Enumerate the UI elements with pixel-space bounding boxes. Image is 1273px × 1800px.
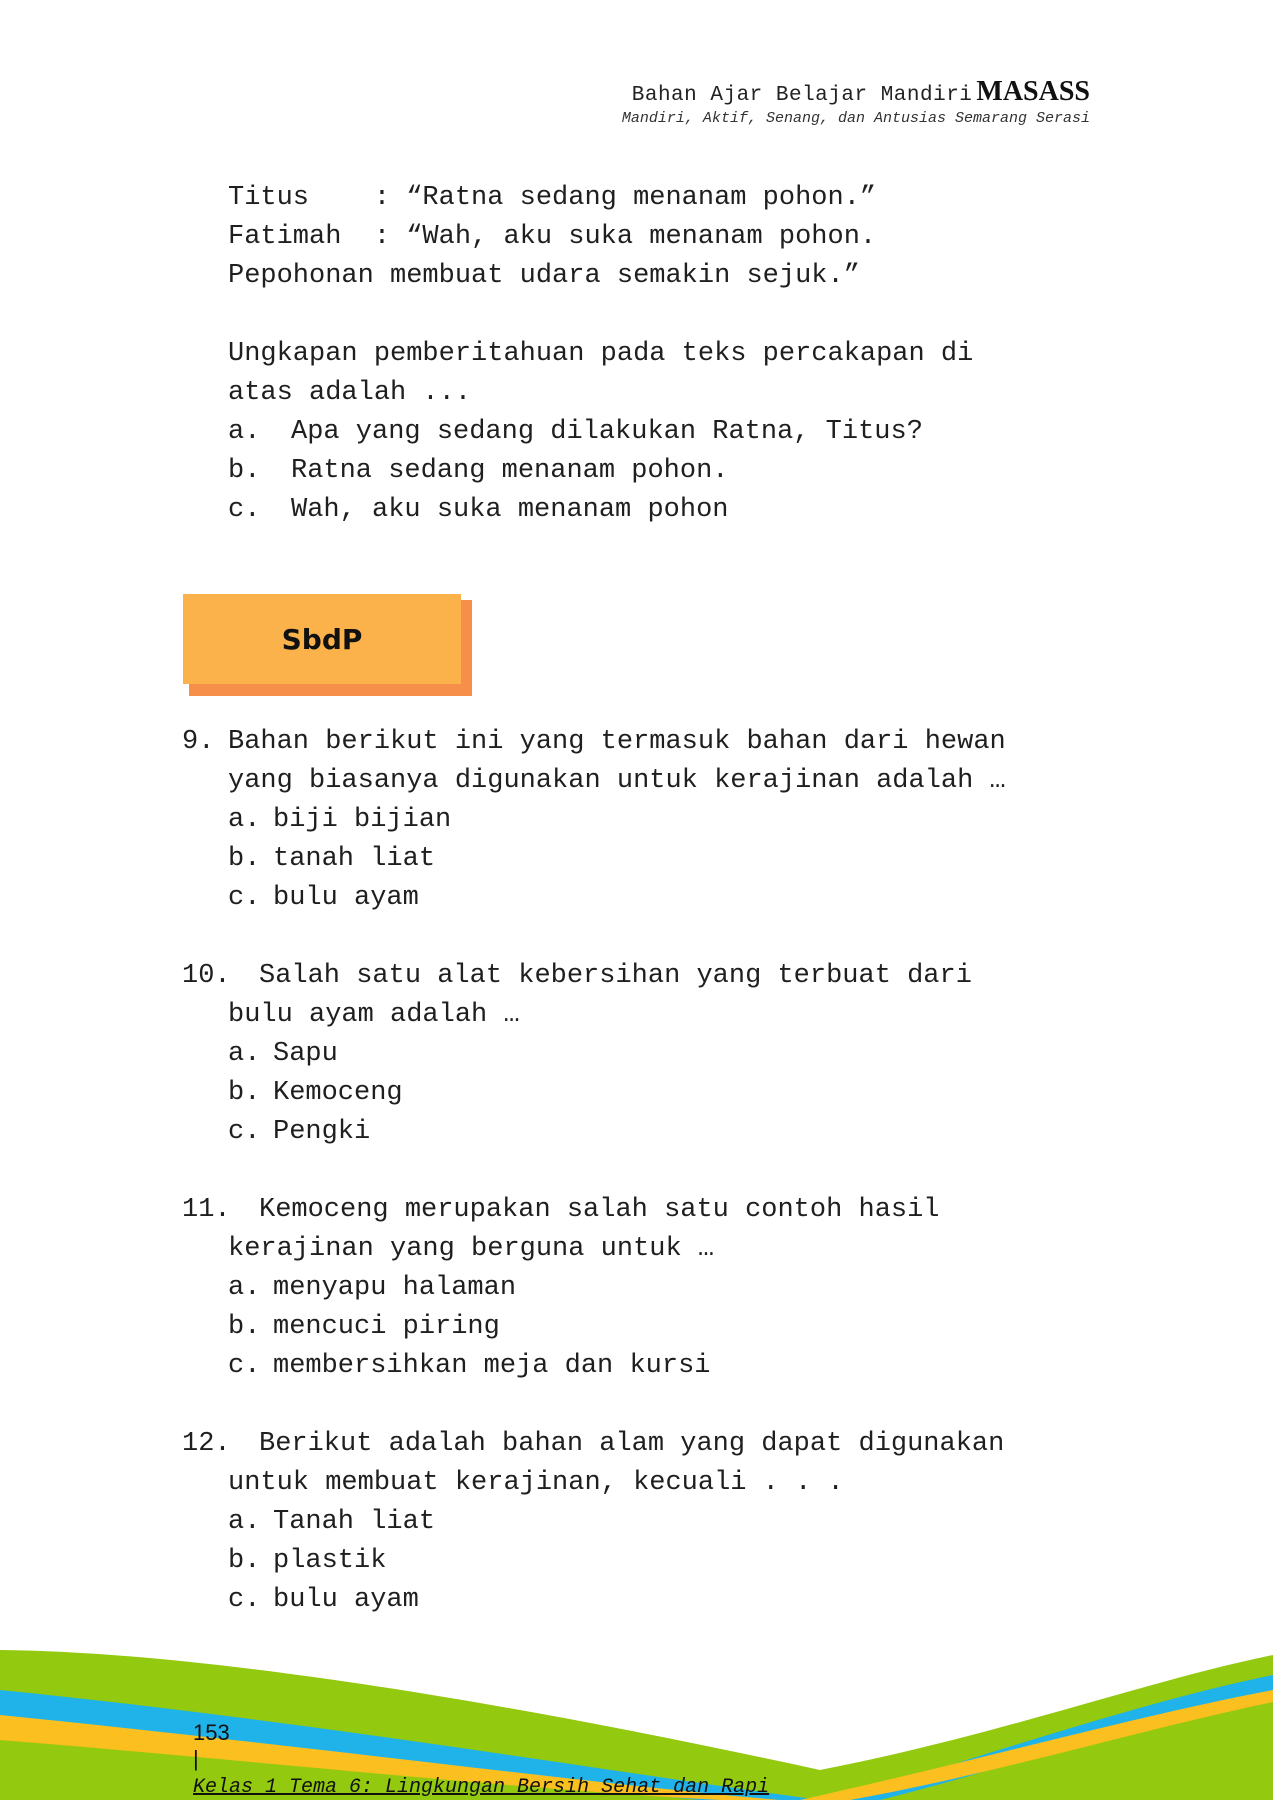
- question-stem-line: yang biasanya digunakan untuk kerajinan adalah …: [228, 766, 1006, 796]
- question-stem-line: Bahan berikut ini yang termasuk bahan dari hewan: [228, 727, 1006, 757]
- page-number: 153: [193, 1720, 230, 1745]
- question-stem-line: kerajinan yang berguna untuk …: [228, 1234, 715, 1264]
- question-number: 11.: [182, 1195, 231, 1225]
- question-stem-line: Kemoceng merupakan salah satu contoh hasil: [259, 1195, 940, 1225]
- option-text: Ratna sedang menanam pohon.: [291, 456, 729, 486]
- option-text: Apa yang sedang dilakukan Ratna, Titus?: [291, 417, 923, 447]
- option-letter: a.: [228, 1273, 261, 1303]
- option-letter: b.: [228, 1078, 261, 1108]
- option-text: biji bijian: [273, 805, 452, 835]
- option-text: bulu ayam: [273, 1585, 419, 1615]
- option-letter: c.: [228, 1117, 261, 1147]
- option-text: Pengki: [273, 1117, 371, 1147]
- option-text: menyapu halaman: [273, 1273, 517, 1303]
- dialog-line-titus: Titus : “Ratna sedang menanam pohon.”: [228, 183, 877, 213]
- option-text: Wah, aku suka menanam pohon: [291, 495, 729, 525]
- dialog-line-continuation: Pepohonan membuat udara semakin sejuk.”: [228, 261, 860, 291]
- option-letter: c.: [228, 883, 261, 913]
- option-letter: b.: [228, 1546, 261, 1576]
- option-letter: b.: [228, 456, 261, 486]
- header-title-line: [622, 76, 1090, 108]
- option-letter: c.: [228, 1351, 261, 1381]
- question-stem-line: Berikut adalah bahan alam yang dapat digunakan: [259, 1429, 1005, 1459]
- footer-separator: |: [193, 1746, 199, 1771]
- question-stem-line: Ungkapan pemberitahuan pada teks percakapan di: [228, 339, 974, 369]
- option-text: Kemoceng: [273, 1078, 403, 1108]
- option-letter: c.: [228, 1585, 261, 1615]
- header-title: Bahan Ajar Belajar Mandiri: [631, 84, 973, 107]
- option-letter: a.: [228, 1039, 261, 1069]
- option-text: membersihkan meja dan kursi: [273, 1351, 711, 1381]
- question-number: 12.: [182, 1429, 231, 1459]
- question-number: 9.: [182, 727, 215, 757]
- question-stem-line: untuk membuat kerajinan, kecuali . . .: [228, 1468, 844, 1498]
- option-text: Tanah liat: [273, 1507, 436, 1537]
- option-text: plastik: [273, 1546, 387, 1576]
- question-stem-line: bulu ayam adalah …: [228, 1000, 520, 1030]
- section-badge-label: SbdP: [281, 622, 363, 656]
- option-letter: a.: [228, 1507, 261, 1537]
- dialog-line-fatimah: Fatimah : “Wah, aku suka menanam pohon.: [228, 222, 877, 252]
- badge-face: [183, 594, 461, 684]
- question-stem-line: Salah satu alat kebersihan yang terbuat dari: [259, 961, 972, 991]
- option-letter: c.: [228, 495, 261, 525]
- header-brand: MASASS: [976, 76, 1090, 107]
- option-letter: b.: [228, 844, 261, 874]
- option-letter: a.: [228, 417, 261, 447]
- question-number: 10.: [182, 961, 231, 991]
- option-text: tanah liat: [273, 844, 436, 874]
- header-tagline: Mandiri, Aktif, Senang, dan Antusias Semarang Serasi: [621, 110, 1090, 127]
- option-text: Sapu: [273, 1039, 338, 1069]
- question-stem-line: atas adalah ...: [228, 378, 472, 408]
- option-text: bulu ayam: [273, 883, 419, 913]
- option-letter: b.: [228, 1312, 261, 1342]
- option-text: mencuci piring: [273, 1312, 500, 1342]
- page-header: [622, 76, 1090, 127]
- footer-title: Kelas 1 Tema 6: Lingkungan Bersih Sehat dan Rapi: [193, 1776, 770, 1799]
- option-letter: a.: [228, 805, 261, 835]
- page-footer: [182, 1694, 769, 1799]
- section-badge: [183, 594, 472, 696]
